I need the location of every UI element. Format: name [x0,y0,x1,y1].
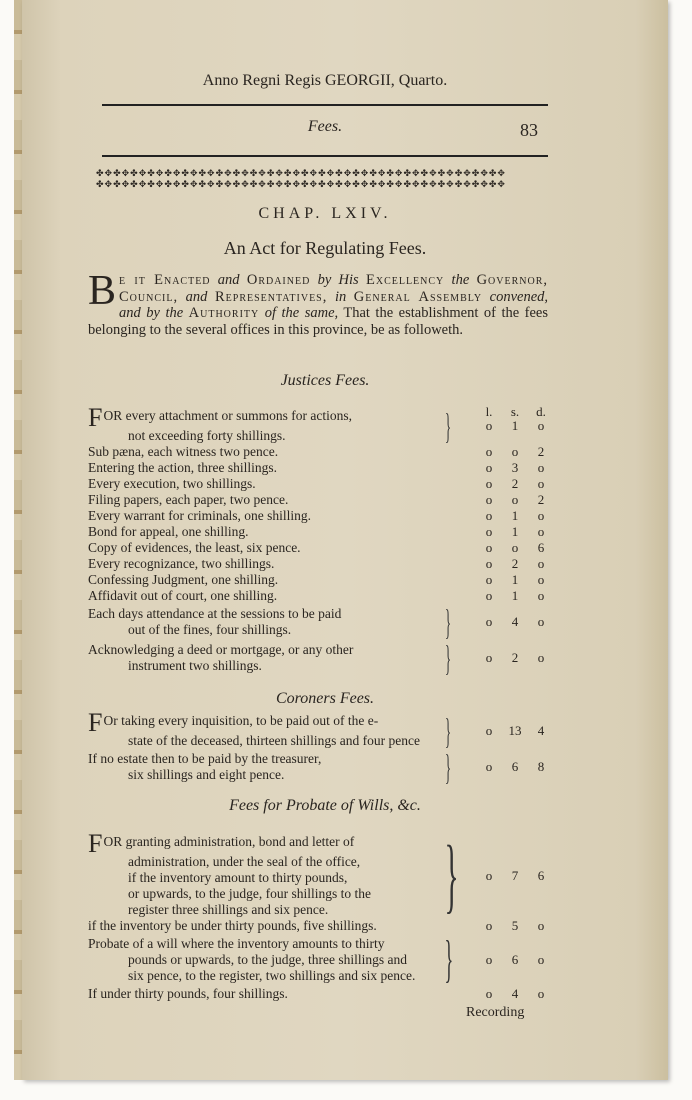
brace: } [444,602,452,642]
fee-entry-line: Every recognizance, two shillings. [88,556,275,571]
fee-entry-line: Every execution, two shillings. [88,476,256,491]
fee-entry-line: if the inventory amount to thirty pounds, [128,870,348,885]
fee-entry-line: If no estate then to be paid by the treasurer, [88,751,322,766]
fee-amount: o 13 4 [485,723,545,738]
brace: } [444,711,452,751]
justices-fee-list [88,404,558,676]
running-head: Anno Regni Regis GEORGII, Quarto. [202,72,448,89]
brace: } [444,747,452,787]
fee-entry-line: Confessing Judgment, one shilling. [88,572,279,587]
fee-entry-line: Entering the action, three shillings. [88,460,277,475]
ornament-border: ✤✥✤✥✤✥✤✥✤✥✤✥✤✥✤✥✤✥✤✥✤✥✤✥✤✥✤✥✤✥✤✥✤✥✤✥✤✥✤✥✤✥✤✥✤✥✤✥ ✤✥✤✥✤✥✤✥✤✥✤✥✤✥✤✥✤✥✤✥✤✥✤✥✤✥✤✥✤✥✤✥✤✥✤✥✤✥✤✥✤✥✤✥✤✥✤✥ [96,168,506,189]
fee-entry-line: Affidavit out of court, one shilling. [88,588,278,603]
fee-amount: o 2 o [485,556,545,571]
fee-amount: o 1 o [485,588,545,603]
drop-cap: B [88,268,117,314]
fee-entry [88,524,558,540]
fee-entry-line: six pence, to the register, two shillings and six pence. [128,968,416,983]
fee-amount: o 3 o [485,460,545,475]
fee-entry-line: instrument two shillings. [128,658,262,673]
fee-amount: o 4 o [485,986,545,1001]
fee-entry [88,640,558,676]
fee-amount: o 1 o [485,418,545,433]
drop-cap: F [88,708,103,737]
fee-entry [88,460,558,476]
fee-entry [88,986,558,1002]
header-rule-top [102,104,548,106]
fee-entry-line: Each days attendance at the sessions to be paid [88,606,342,621]
catchword: Recording [466,1005,525,1020]
section-title: Fees. [307,118,343,135]
fee-entry [88,931,558,988]
coroners-heading: Coroners Fees. [275,690,375,707]
probate-fee-list [88,829,558,1002]
brace: } [444,638,452,678]
fee-amount: o 1 o [485,508,545,523]
drop-cap: F [88,403,103,432]
header-rule-bottom [102,155,548,157]
fee-entry-line: not exceeding forty shillings. [128,428,286,443]
fee-amount: o 7 6 [485,868,545,883]
fee-entry [88,918,558,934]
fee-entry [88,403,558,446]
fee-amount: o 5 o [485,918,545,933]
fee-entry-line: Copy of evidences, the least, six pence. [88,540,301,555]
fee-entry [88,444,558,460]
fee-amount: o 1 o [485,524,545,539]
fee-entry-line: register three shillings and six pence. [128,902,329,917]
fee-entry [88,588,558,604]
fee-entry-line: if the inventory be under thirty pounds, five shillings. [88,918,377,933]
fee-entry-line: pounds or upwards, to the judge, three shillings and [128,952,407,967]
fee-entry [88,829,558,922]
brace: } [444,406,452,446]
fee-entry [88,604,558,640]
fee-entry-line: Every warrant for criminals, one shilling. [88,508,312,523]
fee-amount: o 2 o [485,650,545,665]
fee-entry-line: FOR every attachment or summons for actions, [88,403,353,432]
currency-column-headers: l. s. d. [485,404,546,419]
act-title: An Act for Regulating Fees. [223,238,427,258]
fee-entry-line: Acknowledging a deed or mortgage, or any other [88,642,354,657]
brace: } [444,829,459,922]
justices-heading: Justices Fees. [280,372,370,389]
fee-amount: o o 2 [485,444,545,459]
fee-amount: o 6 o [485,952,545,967]
fee-entry-line: FOr taking every inquisition, to be paid out of the e- [88,708,379,737]
fee-amount: o 6 8 [485,759,545,774]
fee-entry-line: six shillings and eight pence. [128,767,285,782]
fee-entry [88,749,558,785]
fee-entry [88,708,558,751]
fee-entry [88,476,558,492]
fee-entry [88,508,558,524]
fee-amount: o o 2 [485,492,545,507]
fee-entry-line: FOR granting administration, bond and letter of [88,829,355,858]
fee-entry-line: If under thirty pounds, four shillings. [88,986,288,1001]
fee-amount: o 4 o [485,614,545,629]
fee-entry-line: or upwards, to the judge, four shillings to the [128,886,371,901]
fee-amount: o 2 o [485,476,545,491]
fee-entry [88,540,558,556]
fee-entry [88,572,558,588]
probate-heading: Fees for Probate of Wills, &c. [229,797,421,814]
fee-entry-line: Sub pæna, each witness two pence. [88,444,279,459]
chapter-number: CHAP. LXIV. [258,205,392,222]
fee-entry-line: administration, under the seal of the office, [128,854,361,869]
fee-entry [88,492,558,508]
fee-entry-line: out of the fines, four shillings. [128,622,292,637]
page-number: 83 [520,120,538,140]
coroners-fee-list [88,708,558,787]
fee-entry-line: Probate of a will where the inventory amounts to thirty [88,936,385,951]
fee-entry [88,556,558,572]
fee-amount: o o 6 [485,540,545,555]
fee-entry-line: Filing papers, each paper, two pence. [88,492,289,507]
fee-entry-line: Bond for appeal, one shilling. [88,524,249,539]
fee-entry-line: state of the deceased, thirteen shillings and four pence [128,733,421,748]
drop-cap: F [88,829,103,858]
fee-amount: o 1 o [485,572,545,587]
brace: } [444,931,454,988]
preamble: Be it Enacted and Ordained by His Excellency the Governor, Council, and Representatives, in General Assembly convened, and by the Authority of the same, That the establishment of the fees belonging to the several offices in this province, be as followeth. [88,268,549,338]
